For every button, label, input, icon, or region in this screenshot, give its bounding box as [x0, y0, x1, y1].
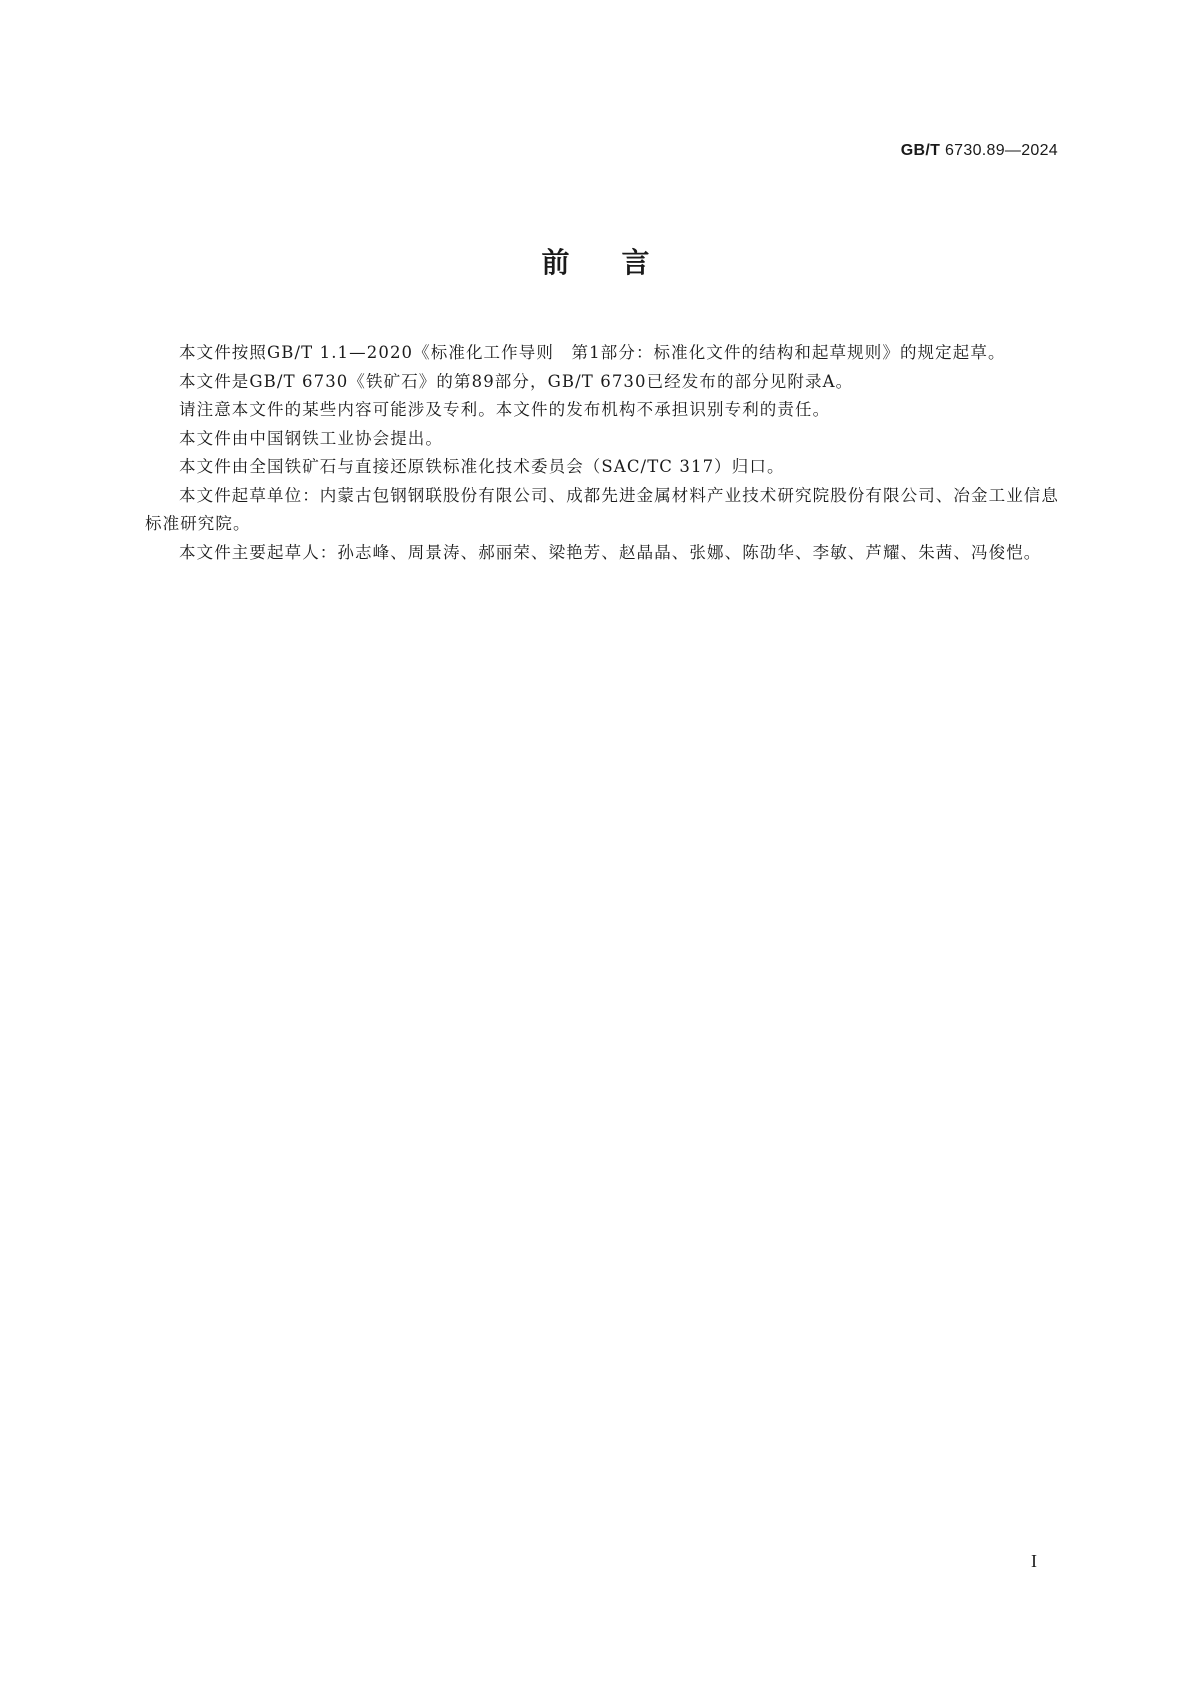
paragraph-committee: 本文件由全国铁矿石与直接还原铁标准化技术委员会（SAC/TC 317）归口。: [179, 457, 785, 476]
page-title: 前言: [541, 246, 702, 279]
standard-prefix: GB/T: [900, 142, 941, 159]
paragraph-drafting-units: 本文件起草单位：内蒙古包钢钢联股份有限公司、成都先进金属材料产业技术研究院股份有限公司、冶金工业信息标准研究院。: [145, 485, 1059, 533]
paragraph-drafters: 本文件主要起草人：孙志峰、周景涛、郝丽荣、梁艳芳、赵晶晶、张娜、陈劭华、李敏、芦耀、朱茜、冯俊恺。: [179, 542, 1042, 562]
paragraph-series-part: 本文件是GB/T 6730《铁矿石》的第89部分，GB/T 6730已经发布的部分见附录A。: [179, 371, 854, 391]
page-number: I: [1031, 1551, 1037, 1571]
paragraph-drafting-rules: 本文件按照GB/T 1.1—2020《标准化工作导则 第1部分：标准化文件的结构和起草规则》的规定起草。: [179, 343, 1006, 362]
standard-number: 6730.89—2024: [944, 142, 1058, 159]
paragraph-patent-notice: 请注意本文件的某些内容可能涉及专利。本文件的发布机构不承担识别专利的责任。: [179, 400, 831, 419]
paragraph-proposer: 本文件由中国钢铁工业协会提出。: [179, 428, 443, 448]
standard-code: [901, 142, 1058, 160]
foreword-body: [145, 339, 1059, 567]
